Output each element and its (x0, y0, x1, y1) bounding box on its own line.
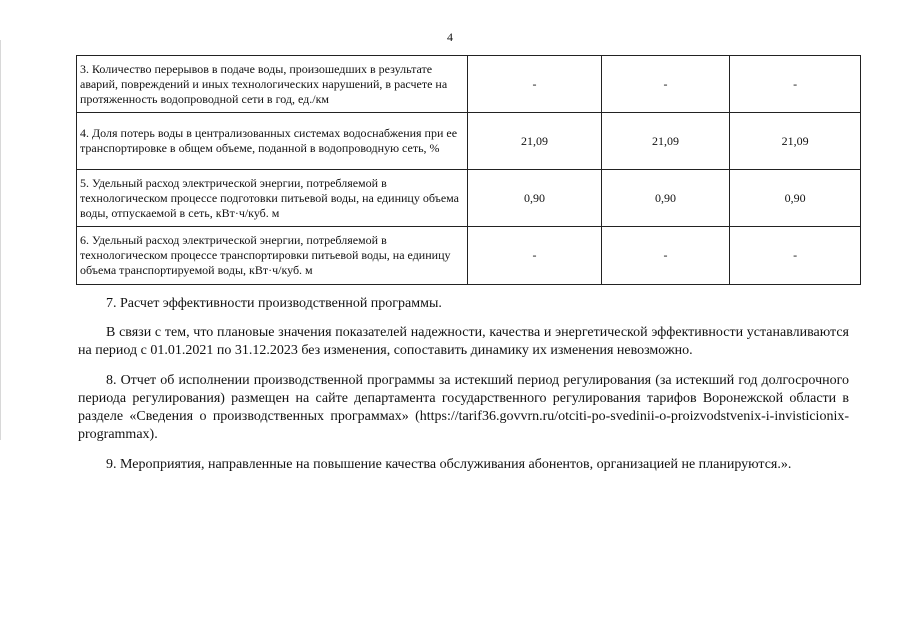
indicators-table (76, 55, 861, 285)
scan-edge-mark (0, 40, 1, 440)
indicator-description: 6. Удельный расход электрической энергии, потребляемой в технологическом процессе транспортировки питьевой воды, на единицу объема транспортируемой воды, кВт·ч/куб. м (77, 227, 468, 285)
indicator-value: 0,90 (468, 170, 602, 227)
indicator-value: - (468, 56, 602, 113)
indicator-description: 3. Количество перерывов в подаче воды, произошедших в результате аварий, повреждений и иных технологических нарушений, в расчете на протяженность водопроводной сети в год, ед./км (77, 56, 468, 113)
indicator-value: 0,90 (730, 170, 861, 227)
indicator-value: - (601, 56, 730, 113)
table-row (77, 170, 861, 227)
indicator-value: - (601, 227, 730, 285)
indicator-value: - (730, 227, 861, 285)
indicator-value: 21,09 (730, 113, 861, 170)
indicator-value: - (468, 227, 602, 285)
section-7-paragraph: В связи с тем, что плановые значения показателей надежности, качества и энергетической эффективности устанавливаются на период с 01.01.2021 по 31.12.2023 без изменения, сопоставить динамику их изменения невозможно. (78, 325, 849, 358)
indicator-value: - (730, 56, 861, 113)
indicator-description: 5. Удельный расход электрической энергии, потребляемой в технологическом процессе подготовки питьевой воды, на единицу объема воды, отпускаемой в сеть, кВт·ч/куб. м (77, 170, 468, 227)
section-9-paragraph: 9. Мероприятия, направленные на повышение качества обслуживания абонентов, организацией не планируются.». (106, 457, 792, 472)
indicator-description: 4. Доля потерь воды в централизованных системах водоснабжения при ее транспортировке в общем объеме, поданной в водопроводную сеть, % (77, 113, 468, 170)
indicator-value: 21,09 (601, 113, 730, 170)
indicator-value: 0,90 (601, 170, 730, 227)
table-row (77, 227, 861, 285)
document-body (78, 295, 849, 486)
table-row (77, 113, 861, 170)
indicator-value: 21,09 (468, 113, 602, 170)
section-7-heading: 7. Расчет эффективности производственной программы. (106, 296, 442, 311)
section-8-paragraph: 8. Отчет об исполнении производственной программы за истекший период регулирования (за истекший год долгосрочного периода регулирования) размещен на сайте департамента государственного регулирования тарифов Воронежской области в разделе «Сведения о производственных программах» (https://tarif36.govvrn.ru/otciti-po-svedinii-o-proizvodstvenix-i-invisticionix-programmax). (78, 373, 849, 442)
page-number: 4 (447, 30, 453, 44)
table-row (77, 56, 861, 113)
